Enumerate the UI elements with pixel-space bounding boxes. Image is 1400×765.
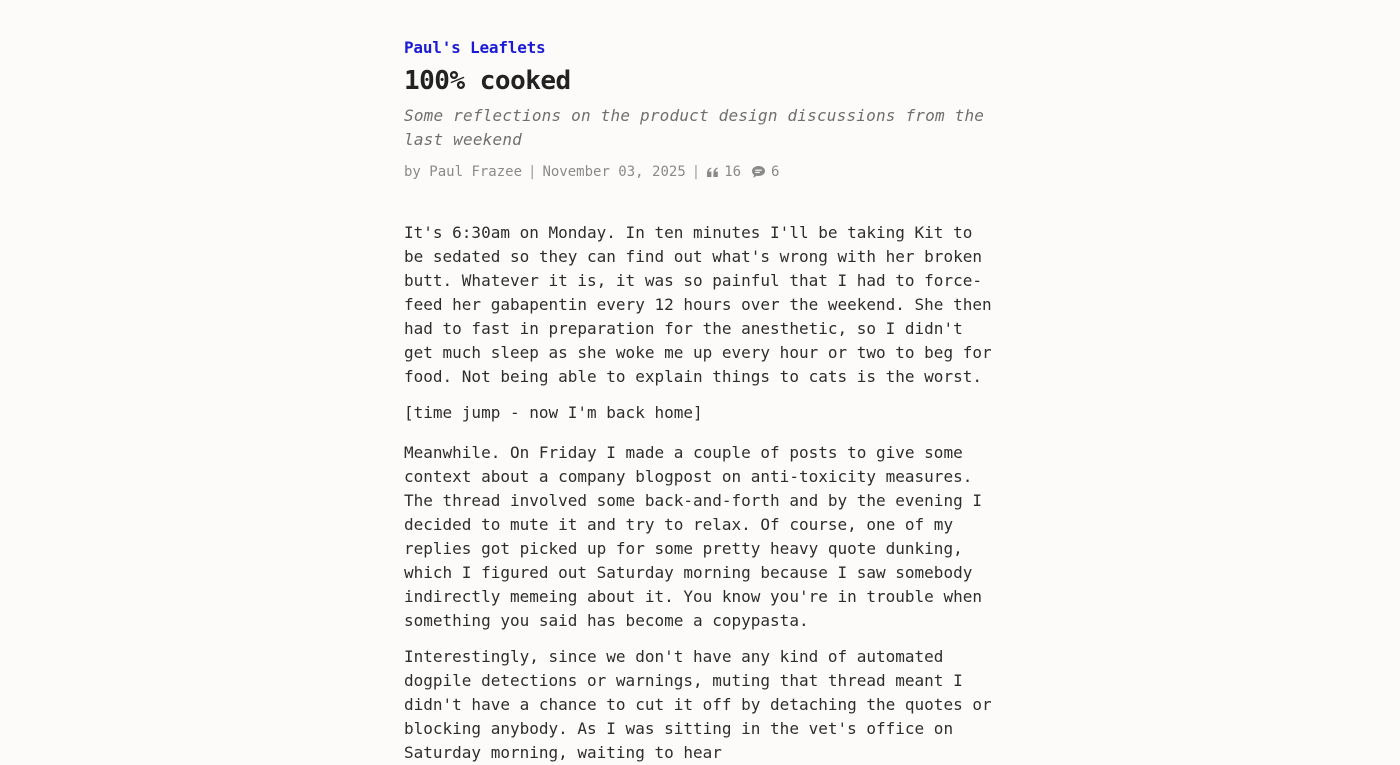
post-date: November 03, 2025 <box>542 164 686 180</box>
quotes-count: 16 <box>724 164 742 180</box>
quote-icon <box>706 167 719 178</box>
author-name[interactable]: Paul Frazee <box>429 164 523 180</box>
comment-icon <box>751 165 766 179</box>
byline-prefix: by <box>404 164 421 180</box>
post-body <box>404 221 1000 765</box>
meta-separator: | <box>691 164 701 180</box>
comments-count: 6 <box>771 164 780 180</box>
body-paragraph: [time jump - now I'm back home] <box>404 403 703 422</box>
meta-separator: | <box>528 164 537 180</box>
body-paragraph: Meanwhile. On Friday I made a couple of posts to give some context about a company blogpost on anti-toxicity measures. The thread involved some back-and-forth and by the evening I decided to mute it and try to relax. Of course, one of my replies got picked up for some pretty heavy quote dunking, which I figured out Saturday morning because I saw somebody indirectly memeing about it. You know you're in trouble when something you said has become a copypasta. <box>404 443 982 630</box>
publication-link[interactable]: Paul's Leaflets <box>404 38 546 57</box>
body-paragraph: It's 6:30am on Monday. In ten minutes I'll be taking Kit to be sedated so they can find out what's wrong with her broken butt. Whatever it is, it was so painful that I had to force-feed her gabapentin every 12 hours over the weekend. She then had to fast in preparation for the anesthetic, so I didn't get much sleep as she woke me up every hour or two to beg for food. Not being able to explain things to cats is the worst. <box>404 223 992 386</box>
post-page <box>404 36 1000 765</box>
post-title: 100% cooked <box>404 66 571 96</box>
post-subtitle: Some reflections on the product design discussions from the last weekend <box>404 106 985 149</box>
comments-stat[interactable] <box>751 162 779 182</box>
body-paragraph: Interestingly, since we don't have any kind of automated dogpile detections or warnings, muting that thread meant I didn't have a chance to cut it off by detaching the quotes or blocking anybody. As I was sitting in the vet's office on Saturday morning, waiting to hear <box>404 647 992 762</box>
post-meta <box>404 162 1000 182</box>
quotes-stat[interactable] <box>706 162 741 182</box>
